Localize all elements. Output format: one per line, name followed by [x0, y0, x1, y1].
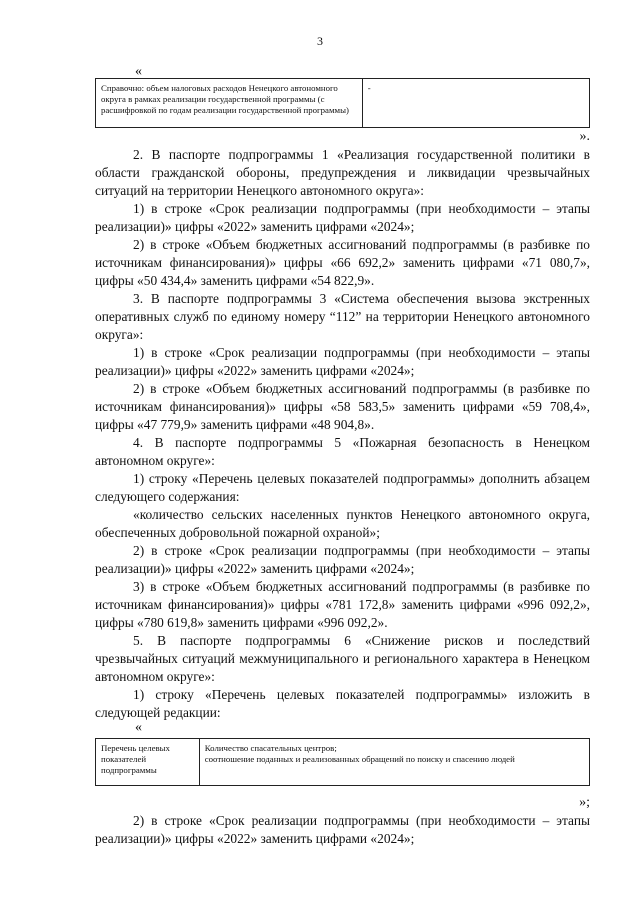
opening-quote: «: [135, 64, 142, 79]
paragraph: 5. В паспорте подпрограммы 6 «Снижение рисков и последствий чрезвычайных ситуаций межмуниципального и регионального характера в Ненецком автономном округе»:: [95, 633, 590, 684]
paragraph: 1) в строке «Срок реализации подпрограммы (при необходимости – этапы реализации)» цифры «2022» заменить цифрами «2024»;: [95, 201, 590, 234]
indicator-line: Количество спасательных центров;: [204, 743, 337, 753]
indicator-line: соотношение поданных и реализованных обращений по поиску и спасению людей: [204, 754, 515, 764]
reference-table: [95, 78, 590, 128]
paragraph: 4. В паспорте подпрограммы 5 «Пожарная безопасность в Ненецком автономном округе»:: [95, 435, 590, 468]
paragraph: «количество сельских населенных пунктов Ненецкого автономного округа, обеспеченных добровольной пожарной охраной»;: [95, 507, 590, 540]
paragraph: 2) в строке «Объем бюджетных ассигнований подпрограммы (в разбивке по источникам финансирования)» цифры «58 583,5» заменить цифрами «59 708,4», цифры «47 779,9» заменить цифрами «48 904,8».: [95, 381, 590, 432]
paragraph: 3. В паспорте подпрограммы 3 «Система обеспечения вызова экстренных оперативных служб по единому номеру “112” на территории Ненецкого автономного округа»:: [95, 291, 590, 342]
page-number: 3: [317, 34, 323, 48]
paragraph: 1) в строке «Срок реализации подпрограммы (при необходимости – этапы реализации)» цифры «2022» заменить цифрами «2024»;: [95, 345, 590, 378]
table-value-cell: [199, 739, 589, 786]
paragraph: 1) строку «Перечень целевых показателей подпрограммы» изложить в следующей редакции:: [95, 687, 590, 720]
table-row: [96, 739, 590, 786]
paragraph: 2. В паспорте подпрограммы 1 «Реализация государственной политики в области гражданской обороны, предупреждения и ликвидации чрезвычайных ситуаций на территории Ненецкого автономного округа»:: [95, 147, 590, 198]
paragraph: 3) в строке «Объем бюджетных ассигнований подпрограммы (в разбивке по источникам финансирования)» цифры «781 172,8» заменить цифрами «996 092,2», цифры «780 619,8» заменить цифрами «996 092,2».: [95, 579, 590, 630]
paragraph: 2) в строке «Срок реализации подпрограммы (при необходимости – этапы реализации)» цифры «2022» заменить цифрами «2024»;: [95, 813, 590, 846]
closing-quote: ».: [579, 129, 590, 144]
closing-quote: »;: [579, 795, 590, 810]
table-label-cell: Перечень целевых показателей подпрограммы: [96, 739, 200, 786]
paragraph: 1) строку «Перечень целевых показателей подпрограммы» дополнить абзацем следующего содержания:: [95, 471, 590, 504]
paragraph: 2) в строке «Объем бюджетных ассигнований подпрограммы (в разбивке по источникам финансирования)» цифры «66 692,2» заменить цифрами «71 080,7», цифры «50 434,4» заменить цифрами «54 822,9».: [95, 237, 590, 288]
indicators-table: [95, 738, 590, 786]
table-row: [96, 79, 590, 128]
table-value-cell: -: [362, 79, 589, 128]
document-body: [95, 66, 590, 848]
table-label-cell: Справочно: объем налоговых расходов Ненецкого автономного округа в рамках реализации государственной программы (с расшифровкой по годам реализации государственной программы): [96, 79, 363, 128]
opening-quote: «: [135, 720, 142, 735]
paragraph: 2) в строке «Срок реализации подпрограммы (при необходимости – этапы реализации)» цифры «2022» заменить цифрами «2024»;: [95, 543, 590, 576]
